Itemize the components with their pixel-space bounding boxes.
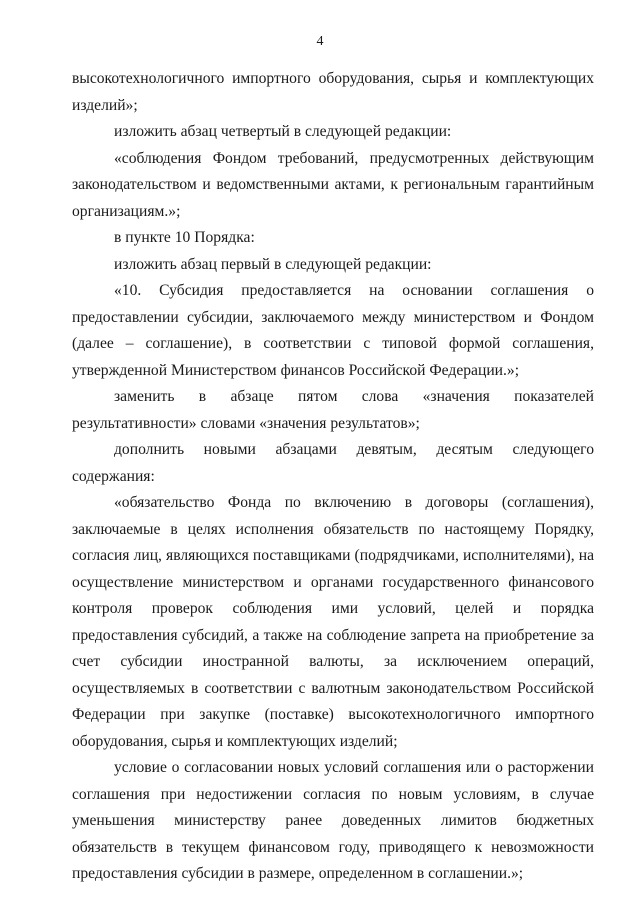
paragraph: «обязательство Фонда по включению в договоры (соглашения), заключаемые в целях исполнения обязательств по настоящему Порядку, согласия лиц, являющихся поставщиками (подрядчиками, исполнителями), на осуществление министерством и органами государственного финансового контроля проверок соблюдения ими условий, целей и порядка предоставления субсидий, а также на соблюдение запрета на приобретение за счет субсидии иностранной валюты, за исключением операций, осуществляемых в соответствии с валютным законодательством Российской Федерации при закупке (поставке) высокотехнологичного импортного оборудования, сырья и комплектующих изделий; <box>72 494 594 750</box>
paragraph: «10. Субсидия предоставляется на основании соглашения о предоставлении субсидии, заключаемого между министерством и Фондом (далее – соглашение), в соответствии с типовой формой соглашения, утвержденной Министерством финансов Российской Федерации.»; <box>72 282 594 379</box>
page-number: 4 <box>316 34 324 49</box>
document-body <box>72 66 594 888</box>
paragraph: высокотехнологичного импортного оборудования, сырья и комплектующих изделий»; <box>72 70 594 114</box>
paragraph: изложить абзац первый в следующей редакции: <box>114 255 432 273</box>
paragraph: условие о согласовании новых условий соглашения или о расторжении соглашения при недостижении согласия по новым условиям, в случае уменьшения министерству ранее доведенных лимитов бюджетных обязательств в текущем финансовом году, приводящего к невозможности предоставления субсидии в размере, определенном в соглашении.»; <box>72 759 594 882</box>
paragraph: в пункте 10 Порядка: <box>114 229 255 246</box>
paragraph: заменить в абзаце пятом слова «значения показателей результативности» словами «значения результатов»; <box>72 388 594 432</box>
paragraph: изложить абзац четвертый в следующей редакции: <box>114 123 452 140</box>
paragraph: «соблюдения Фондом требований, предусмотренных действующим законодательством и ведомственными актами, к региональным гарантийным организациям.»; <box>72 149 594 220</box>
paragraph: дополнить новыми абзацами девятым, десятым следующего содержания: <box>72 441 594 485</box>
